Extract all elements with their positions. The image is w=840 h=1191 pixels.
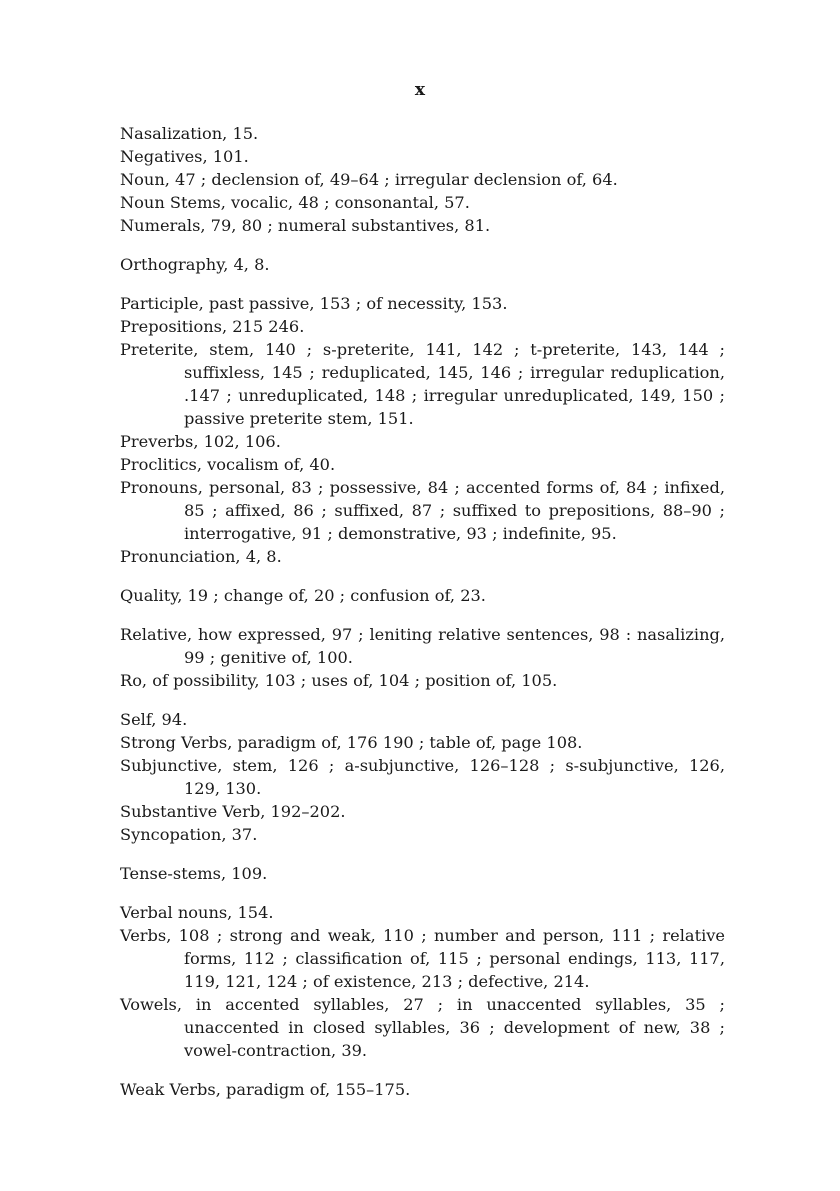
index-entry-proclitics: Proclitics, vocalism of, 40.: [120, 455, 336, 474]
index-entry-noun: Noun, 47 ; declension of, 49–64 ; irregular declension of, 64.: [120, 170, 618, 189]
index-entry-noun-stems: Noun Stems, vocalic, 48 ; consonantal, 57.: [120, 193, 470, 212]
index-entry-preterite: Preterite, stem, 140 ; s-preterite, 141, 142 ; t-preterite, 143, 144 ; suffixless, 145 ; reduplicated, 145, 146 ; irregular reduplication, .147 ; unreduplicated, 148 ; irregular unreduplicated, 149, 150 ; passive preterite stem, 151.: [120, 340, 725, 428]
index-entry-nasalization: Nasalization, 15.: [120, 124, 259, 143]
index-entry-quality: Quality, 19 ; change of, 20 ; confusion of, 23.: [120, 586, 486, 605]
index-entry-subjunctive: Subjunctive, stem, 126 ; a-subjunctive, 126–128 ; s-subjunctive, 126, 129, 130.: [120, 756, 725, 798]
index-entry-ro: Ro, of possibility, 103 ; uses of, 104 ; position of, 105.: [120, 671, 558, 690]
index-entry-participle: Participle, past passive, 153 ; of necessity, 153.: [120, 294, 508, 313]
index-list: [120, 122, 725, 1101]
index-entry-verbs: Verbs, 108 ; strong and weak, 110 ; number and person, 111 ; relative forms, 112 ; classification of, 115 ; personal endings, 113, 117, 119, 121, 124 ; of existence, 213 ; defective, 214.: [120, 926, 725, 991]
index-entry-substantive-verb: Substantive Verb, 192–202.: [120, 802, 346, 821]
index-entry-tense-stems: Tense-stems, 109.: [120, 864, 268, 883]
index-entry-verbal-nouns: Verbal nouns, 154.: [120, 903, 274, 922]
index-entry-numerals: Numerals, 79, 80 ; numeral substantives, 81.: [120, 216, 491, 235]
index-entry-relative: Relative, how expressed, 97 ; leniting relative sentences, 98 : nasalizing, 99 ; genitive of, 100.: [120, 625, 725, 667]
index-entry-syncopation: Syncopation, 37.: [120, 825, 258, 844]
index-entry-pronunciation: Pronunciation, 4, 8.: [120, 547, 282, 566]
index-entry-weak-verbs: Weak Verbs, paradigm of, 155–175.: [120, 1080, 411, 1099]
index-entry-negatives: Negatives, 101.: [120, 147, 249, 166]
index-entry-self: Self, 94.: [120, 710, 188, 729]
index-entry-pronouns: Pronouns, personal, 83 ; possessive, 84 ; accented forms of, 84 ; infixed, 85 ; affixed, 86 ; suffixed, 87 ; suffixed to prepositions, 88–90 ; interrogative, 91 ; demonstrative, 93 ; indefinite, 95.: [120, 478, 725, 543]
index-entry-prepositions: Prepositions, 215 246.: [120, 317, 305, 336]
index-entry-strong-verbs: Strong Verbs, paradigm of, 176 190 ; table of, page 108.: [120, 733, 583, 752]
index-entry-vowels: Vowels, in accented syllables, 27 ; in unaccented syllables, 35 ; unaccented in closed syllables, 36 ; development of new, 38 ; vowel-contraction, 39.: [120, 995, 725, 1060]
index-entry-orthography: Orthography, 4, 8.: [120, 255, 270, 274]
index-entry-preverbs: Preverbs, 102, 106.: [120, 432, 281, 451]
page-number: x: [414, 80, 426, 100]
